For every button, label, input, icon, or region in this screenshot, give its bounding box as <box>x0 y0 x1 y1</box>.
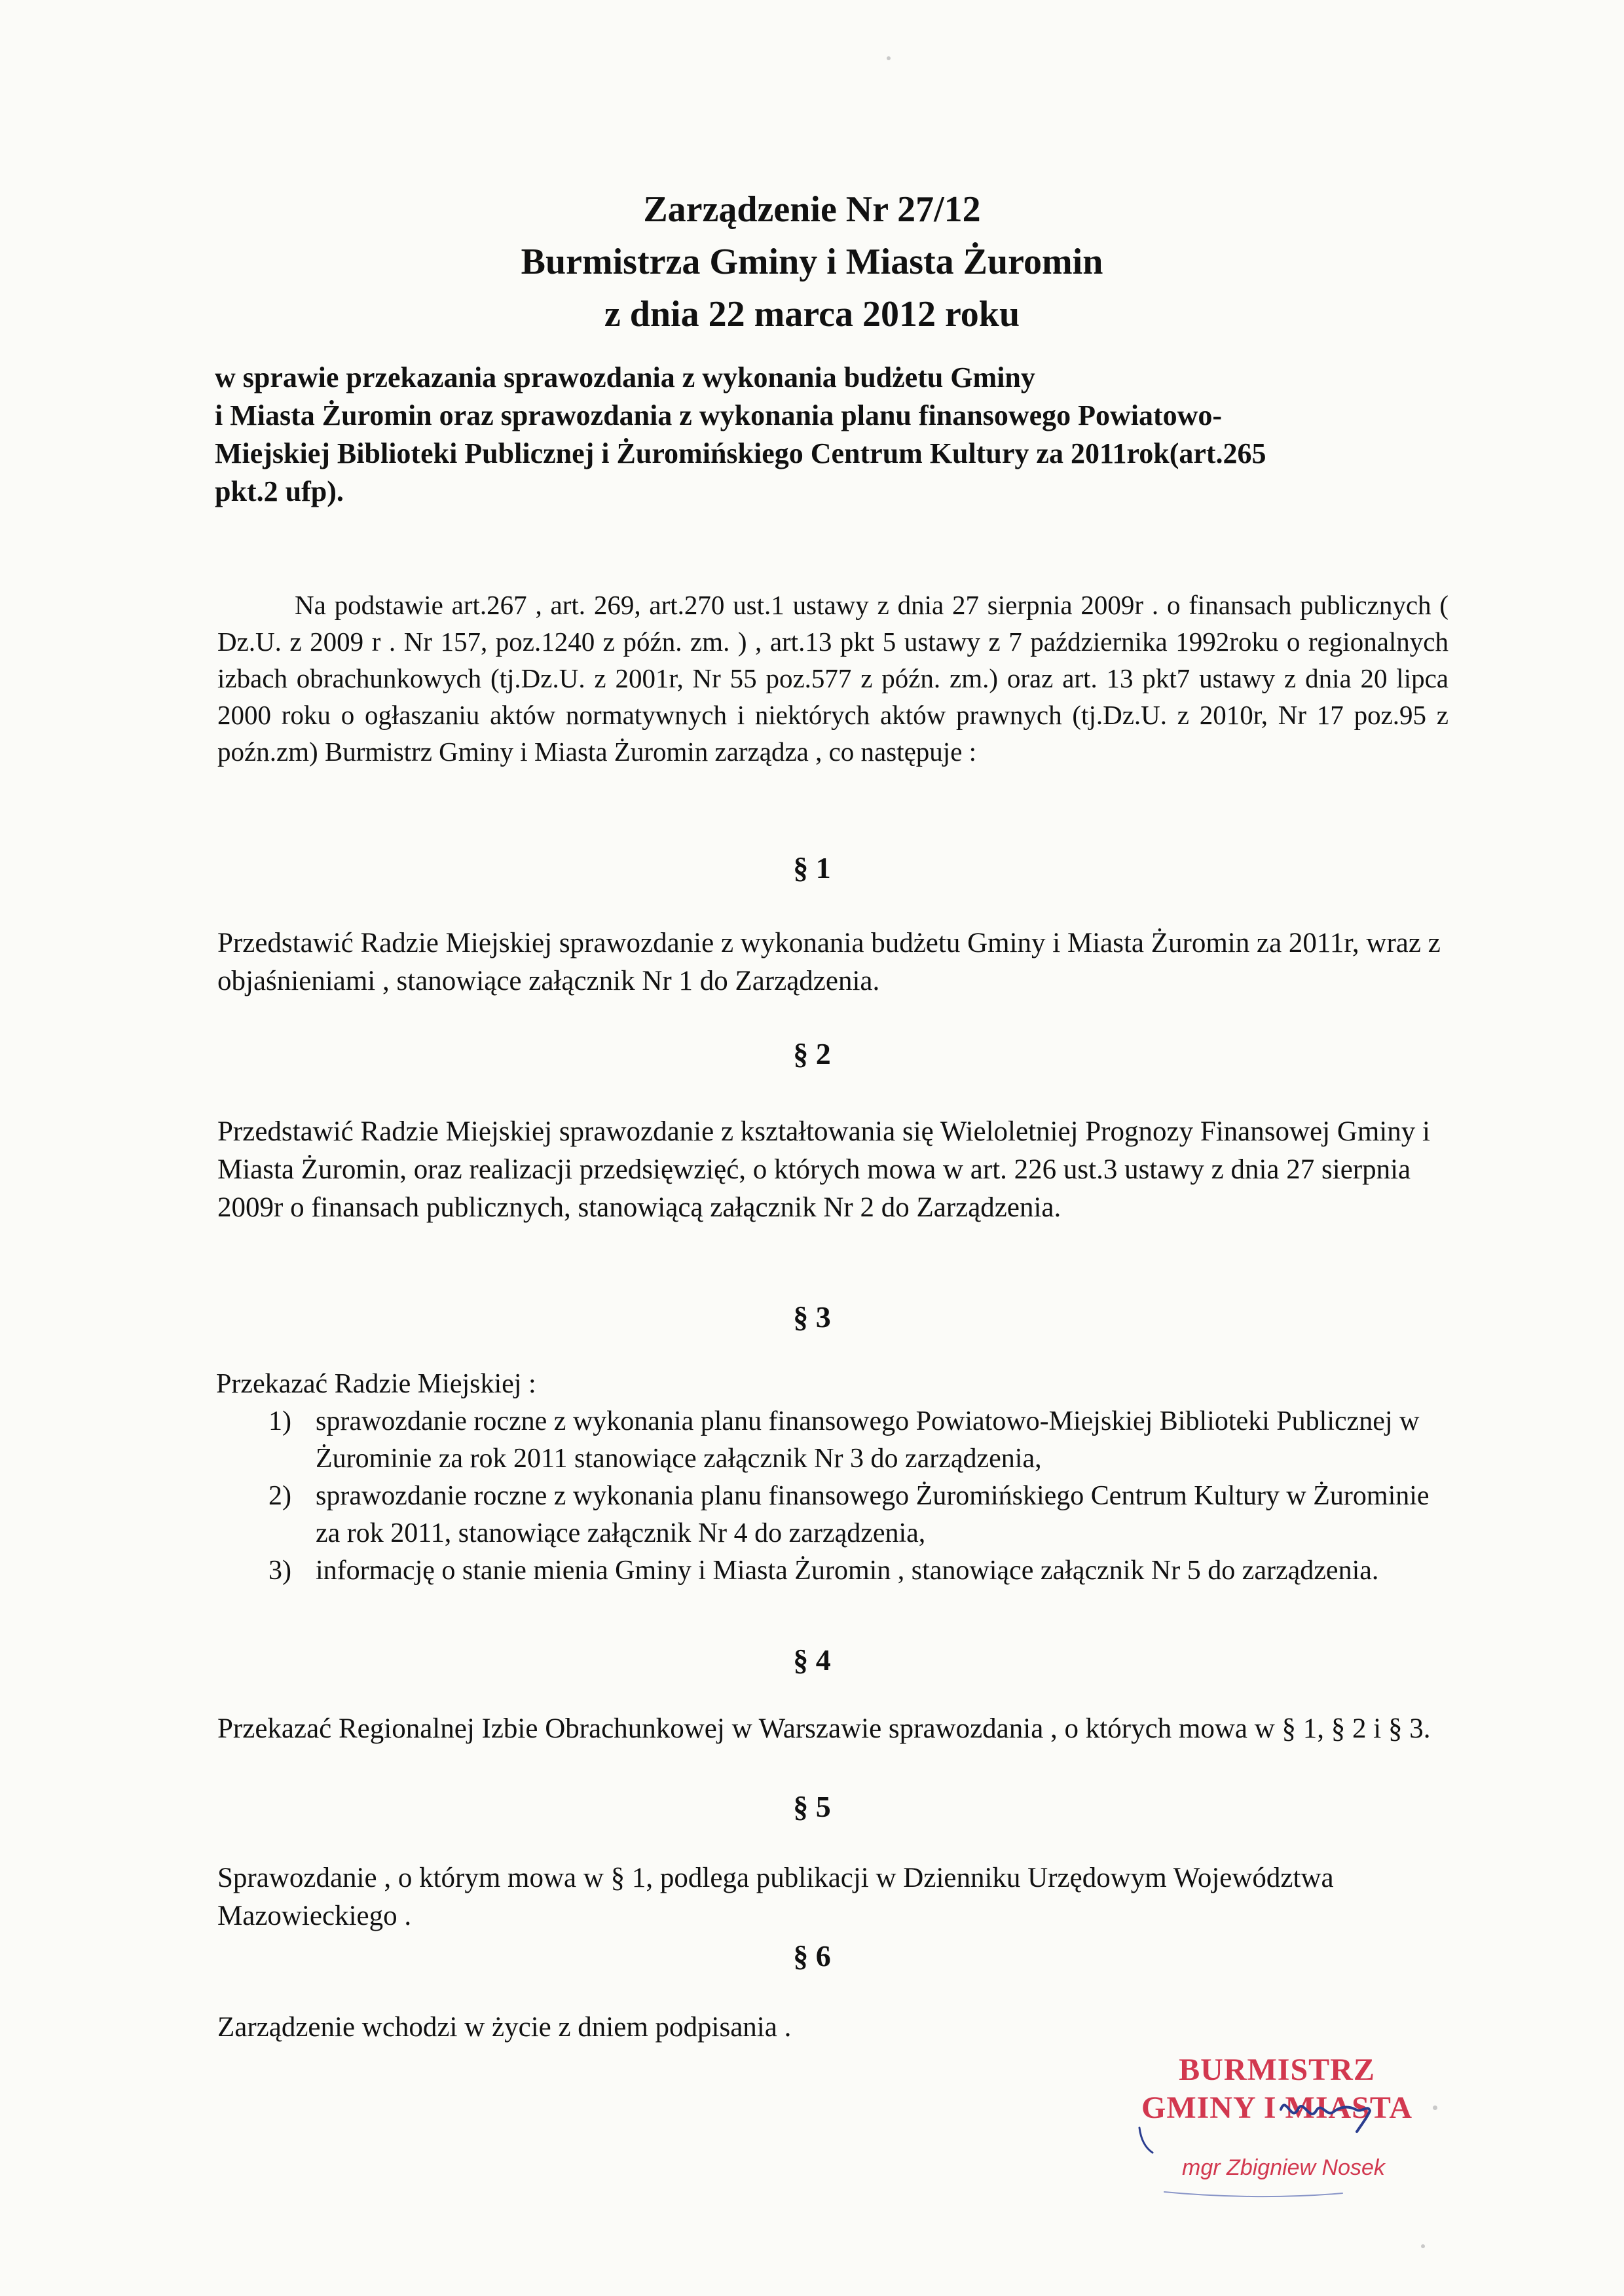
section-2-text: Przedstawić Radzie Miejskiej sprawozdanie z kształtowania się Wieloletniej Prognozy Finansowej Gminy i Miasta Żuromin, oraz realizacji przedsięwzięć, o których mowa w art. 226 ust.3 ustawy z dnia 27 sierpnia 2009r o finansach publicznych, stanowiącą załącznik Nr 2 do Zarządzenia. <box>217 1116 1430 1223</box>
section-4-heading: § 4 <box>793 1643 831 1677</box>
section-1-text: Przedstawić Radzie Miejskiej sprawozdanie z wykonania budżetu Gminy i Miasta Żuromin za 2011r, wraz z objaśnieniami , stanowiące załącznik Nr 1 do Zarządzenia. <box>217 928 1441 996</box>
section-2-heading: § 2 <box>793 1037 831 1070</box>
subject-line: w sprawie przekazania sprawozdania z wykonania budżetu Gminy <box>215 361 1035 393</box>
title-number: Zarządzenie Nr 27/12 <box>643 189 981 230</box>
stamp-office: GMINY I MIASTA <box>1141 2090 1412 2125</box>
subject-line: i Miasta Żuromin oraz sprawozdania z wykonania planu finansowego Powiatowo- <box>215 399 1223 431</box>
ordinance-subject <box>215 359 1433 511</box>
handwritten-signature <box>1126 2049 1428 2219</box>
section-6-heading: § 6 <box>793 1939 831 1973</box>
scan-speck <box>1421 2244 1425 2248</box>
section-3-intro: Przekazać Radzie Miejskiej : <box>216 1369 536 1399</box>
scan-speck <box>887 56 891 60</box>
list-item <box>216 1403 1460 1478</box>
stamp-signatory: mgr Zbigniew Nosek <box>1182 2155 1385 2180</box>
section-3-list <box>216 1366 1460 1590</box>
section-5-heading: § 5 <box>793 1790 831 1823</box>
title-date: z dnia 22 marca 2012 roku <box>604 294 1020 335</box>
legal-basis <box>217 587 1449 770</box>
section-5-text: Sprawozdanie , o którym mowa w § 1, podlega publikacji w Dzienniku Urzędowym Województwa Mazowieckiego . <box>217 1863 1334 1931</box>
list-item <box>216 1552 1460 1590</box>
section-1-heading: § 1 <box>793 851 831 884</box>
subject-line: Miejskiej Biblioteki Publicznej i Żuromińskiego Centrum Kultury za 2011rok(art.265 <box>215 437 1266 469</box>
legal-basis-text: Na podstawie art.267 , art. 269, art.270 ust.1 ustawy z dnia 27 sierpnia 2009r . o finansach publicznych ( Dz.U. z 2009 r . Nr 157, poz.1240 z późn. zm. ) , art.13 pkt 5 ustawy z 7 października 1992roku o regionalnych izbach obrachunkowych (tj.Dz.U. z 2001r, Nr 55 poz.577 z późn. zm.) oraz art. 13 pkt7 ustawy z dnia 20 lipca 2000 roku o ogłaszaniu aktów normatywnych i niektórych aktów prawnych (tj.Dz.U. z 2010r, Nr 17 poz.95 z poźn.zm) Burmistrz Gminy i Miasta Żuromin zarządza , co następuje : <box>217 590 1449 767</box>
title-issuer: Burmistrza Gminy i Miasta Żuromin <box>521 242 1103 282</box>
list-item-text: sprawozdanie roczne z wykonania planu finansowego Powiatowo-Miejskiej Biblioteki Publicznej w Żurominie za rok 2011 stanowiące załącznik Nr 3 do zarządzenia, <box>316 1406 1420 1474</box>
stamp-title: BURMISTRZ <box>1179 2052 1375 2087</box>
list-item-text: sprawozdanie roczne z wykonania planu finansowego Żuromińskiego Centrum Kultury w Żurominie za rok 2011, stanowiące załącznik Nr 4 do zarządzenia, <box>316 1481 1430 1548</box>
official-stamp <box>1126 2049 1428 2219</box>
section-4-text: Przekazać Regionalnej Izbie Obrachunkowej w Warszawie sprawozdania , o których mowa w § 1, § 2 i § 3. <box>217 1713 1431 1744</box>
list-item-number: 3) <box>268 1556 291 1586</box>
list-item-number: 1) <box>268 1406 291 1436</box>
list-item <box>216 1478 1460 1552</box>
list-item-number: 2) <box>268 1481 291 1511</box>
ordinance-title <box>0 183 1624 340</box>
subject-line: pkt.2 ufp). <box>215 475 344 507</box>
scan-speck <box>1433 2105 1437 2110</box>
section-6-text: Zarządzenie wchodzi w życie z dniem podpisania . <box>217 2012 792 2043</box>
list-item-text: informację o stanie mienia Gminy i Miasta Żuromin , stanowiące załącznik Nr 5 do zarządzenia. <box>316 1556 1379 1586</box>
section-3-heading: § 3 <box>793 1300 831 1334</box>
